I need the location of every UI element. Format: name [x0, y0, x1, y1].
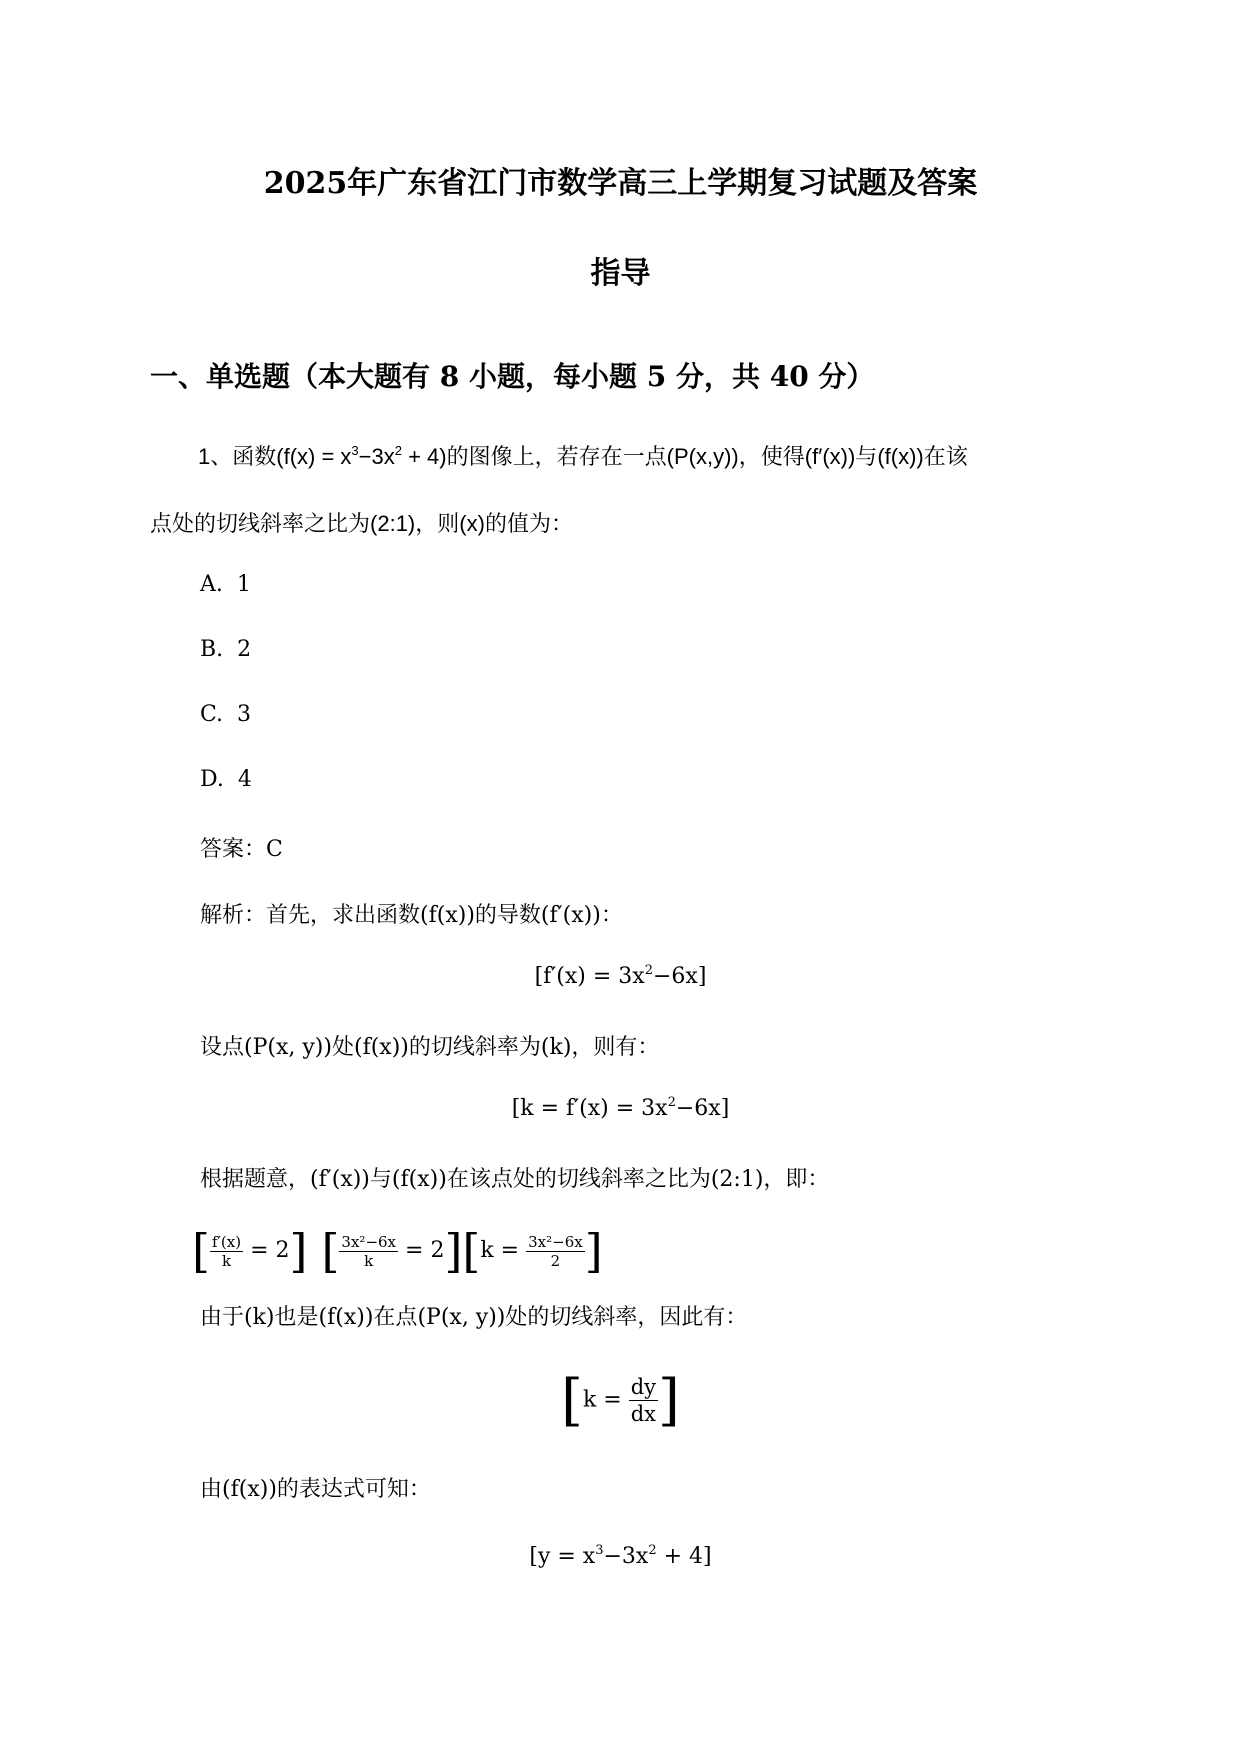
option-d: D. 4 [200, 767, 252, 792]
equation-fx: $[y = x^3-3x^2 + 4]$ [529, 1543, 712, 1569]
document-title-line1: 2025年广东省江门市数学高三上学期复习试题及答案 [263, 166, 978, 201]
analysis-line1: 解析：首先，求出函数(f(x))的导数(f′(x))： [200, 903, 623, 928]
section-heading: 一、单选题（本大题有 8 小题，每小题 5 分，共 40 分） [150, 360, 875, 393]
document-title-line2: 指导 [590, 256, 651, 291]
equation-dydx: [k = $\frac{dy}{dx}$ ] [561, 1368, 680, 1433]
equation-slope: $[k = f'(x) = 3x^2-6x]$ [511, 1095, 730, 1121]
option-b: B. 2 [200, 637, 252, 662]
equation-fractions: [ $\frac{f'(x)}{k}$ = 2] [ $\frac{\text{3x²−6x}}{k}$ = 2][k = $\frac{\text{3x²−6x}}{2}$ ] [192, 1224, 603, 1278]
option-c: C. 3 [200, 702, 252, 727]
answer: 答案：C [200, 837, 283, 862]
question-line2: 点处的切线斜率之比为(2:1)，则(x)的值为： [150, 511, 573, 537]
analysis-line3: 根据题意，(f′(x))与(f(x))在该点处的切线斜率之比为(2:1)，即： [200, 1167, 830, 1192]
question-line1: 1、函数$(f(x) = x^3-3x^2 + 4)$的图像上，若存在一点(P(x,y))，使得(f′(x))与(f(x))在该 [198, 443, 968, 470]
option-a: A. 1 [200, 572, 251, 597]
analysis-line4: 由于(k)也是(f(x))在点(P(x, y))处的切线斜率，因此有： [200, 1305, 748, 1330]
equation-derivative: $[f'(x) = 3x^2-6x]$ [534, 963, 707, 989]
analysis-line5: 由(f(x))的表达式可知： [200, 1477, 431, 1502]
analysis-line2: 设点(P(x, y))处(f(x))的切线斜率为(k)，则有： [200, 1035, 660, 1060]
